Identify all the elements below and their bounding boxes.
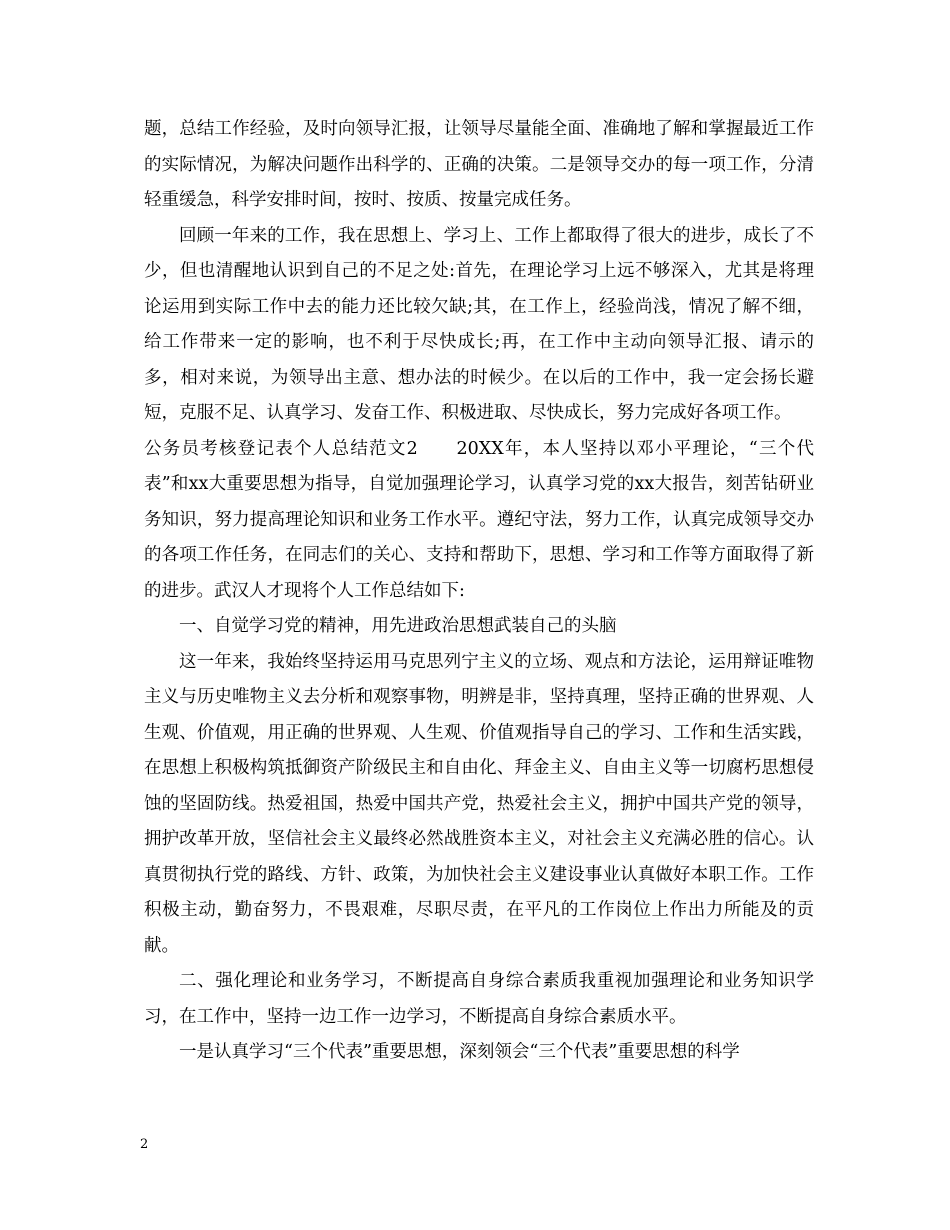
paragraph-4: 这一年来，我始终坚持运用马克思列宁主义的立场、观点和方法论，运用辩证唯物主义与历史唯物主义去分析和观察事物，明辨是非，坚持真理，坚持正确的世界观、人生观、价值观，用正确的世界观、人生观、价值观指导自己的学习、工作和生活实践，在思想上积极构筑抵御资产阶级民主和自由化、拜金主义、自由主义等一切腐朽思想侵蚀的坚固防线。热爱祖国，热爱中国共产党，热爱社会主义，拥护中国共产党的领导，拥护改革开放，坚信社会主义最终必然战胜资本主义，对社会主义充满必胜的信心。认真贯彻执行党的路线、方针、政策，为加快社会主义建设事业认真做好本职工作。工作积极主动，勤奋努力，不畏艰难，尽职尽责，在平凡的工作岗位上作出力所能及的贡献。 (144, 651, 814, 956)
paragraph-3: 公务员考核登记表个人总结范文2 20XX年，本人坚持以邓小平理论，“三个代表”和xx大重要思想为指导，自觉加强理论学习，认真学习党的xx大报告，刻苦钻研业务知识，努力提高理论知识和业务工作水平。遵纪守法，努力工作，认真完成领导交办的各项工作任务，在同志们的关心、支持和帮助下，思想、学习和工作等方面取得了新的进步。武汉人才现将个人工作总结如下: (144, 438, 814, 601)
section-heading-2: 二、强化理论和业务学习，不断提高自身综合素质我重视加强理论和业务知识学习，在工作中，坚持一边工作一边学习，不断提高自身综合素质水平。 (144, 971, 814, 1027)
paragraph-5: 一是认真学习“三个代表”重要思想，深刻领会“三个代表”重要思想的科学 (179, 1042, 740, 1062)
paragraph-2: 回顾一年来的工作，我在思想上、学习上、工作上都取得了很大的进步，成长了不少，但也清醒地认识到自己的不足之处:首先，在理论学习上远不够深入，尤其是将理论运用到实际工作中去的能力还比较欠缺;其，在工作上，经验尚浅，情况了解不细，给工作带来一定的影响，也不利于尽快成长;再，在工作中主动向领导汇报、请示的多，相对来说，为领导出主意、想办法的时候少。在以后的工作中，我一定会扬长避短，克服不足、认真学习、发奋工作、积极进取、尽快成长，努力完成好各项工作。 (144, 225, 814, 423)
document-body (144, 112, 814, 1071)
page-number: 2 (140, 1137, 149, 1152)
paragraph-1: 题，总结工作经验，及时向领导汇报，让领导尽量能全面、准确地了解和掌握最近工作的实际情况，为解决问题作出科学的、正确的决策。二是领导交办的每一项工作，分清轻重缓急，科学安排时间，按时、按质、按量完成任务。 (144, 119, 814, 210)
section-heading-1: 一、自觉学习党的精神，用先进政治思想武装自己的头脑 (179, 616, 617, 636)
